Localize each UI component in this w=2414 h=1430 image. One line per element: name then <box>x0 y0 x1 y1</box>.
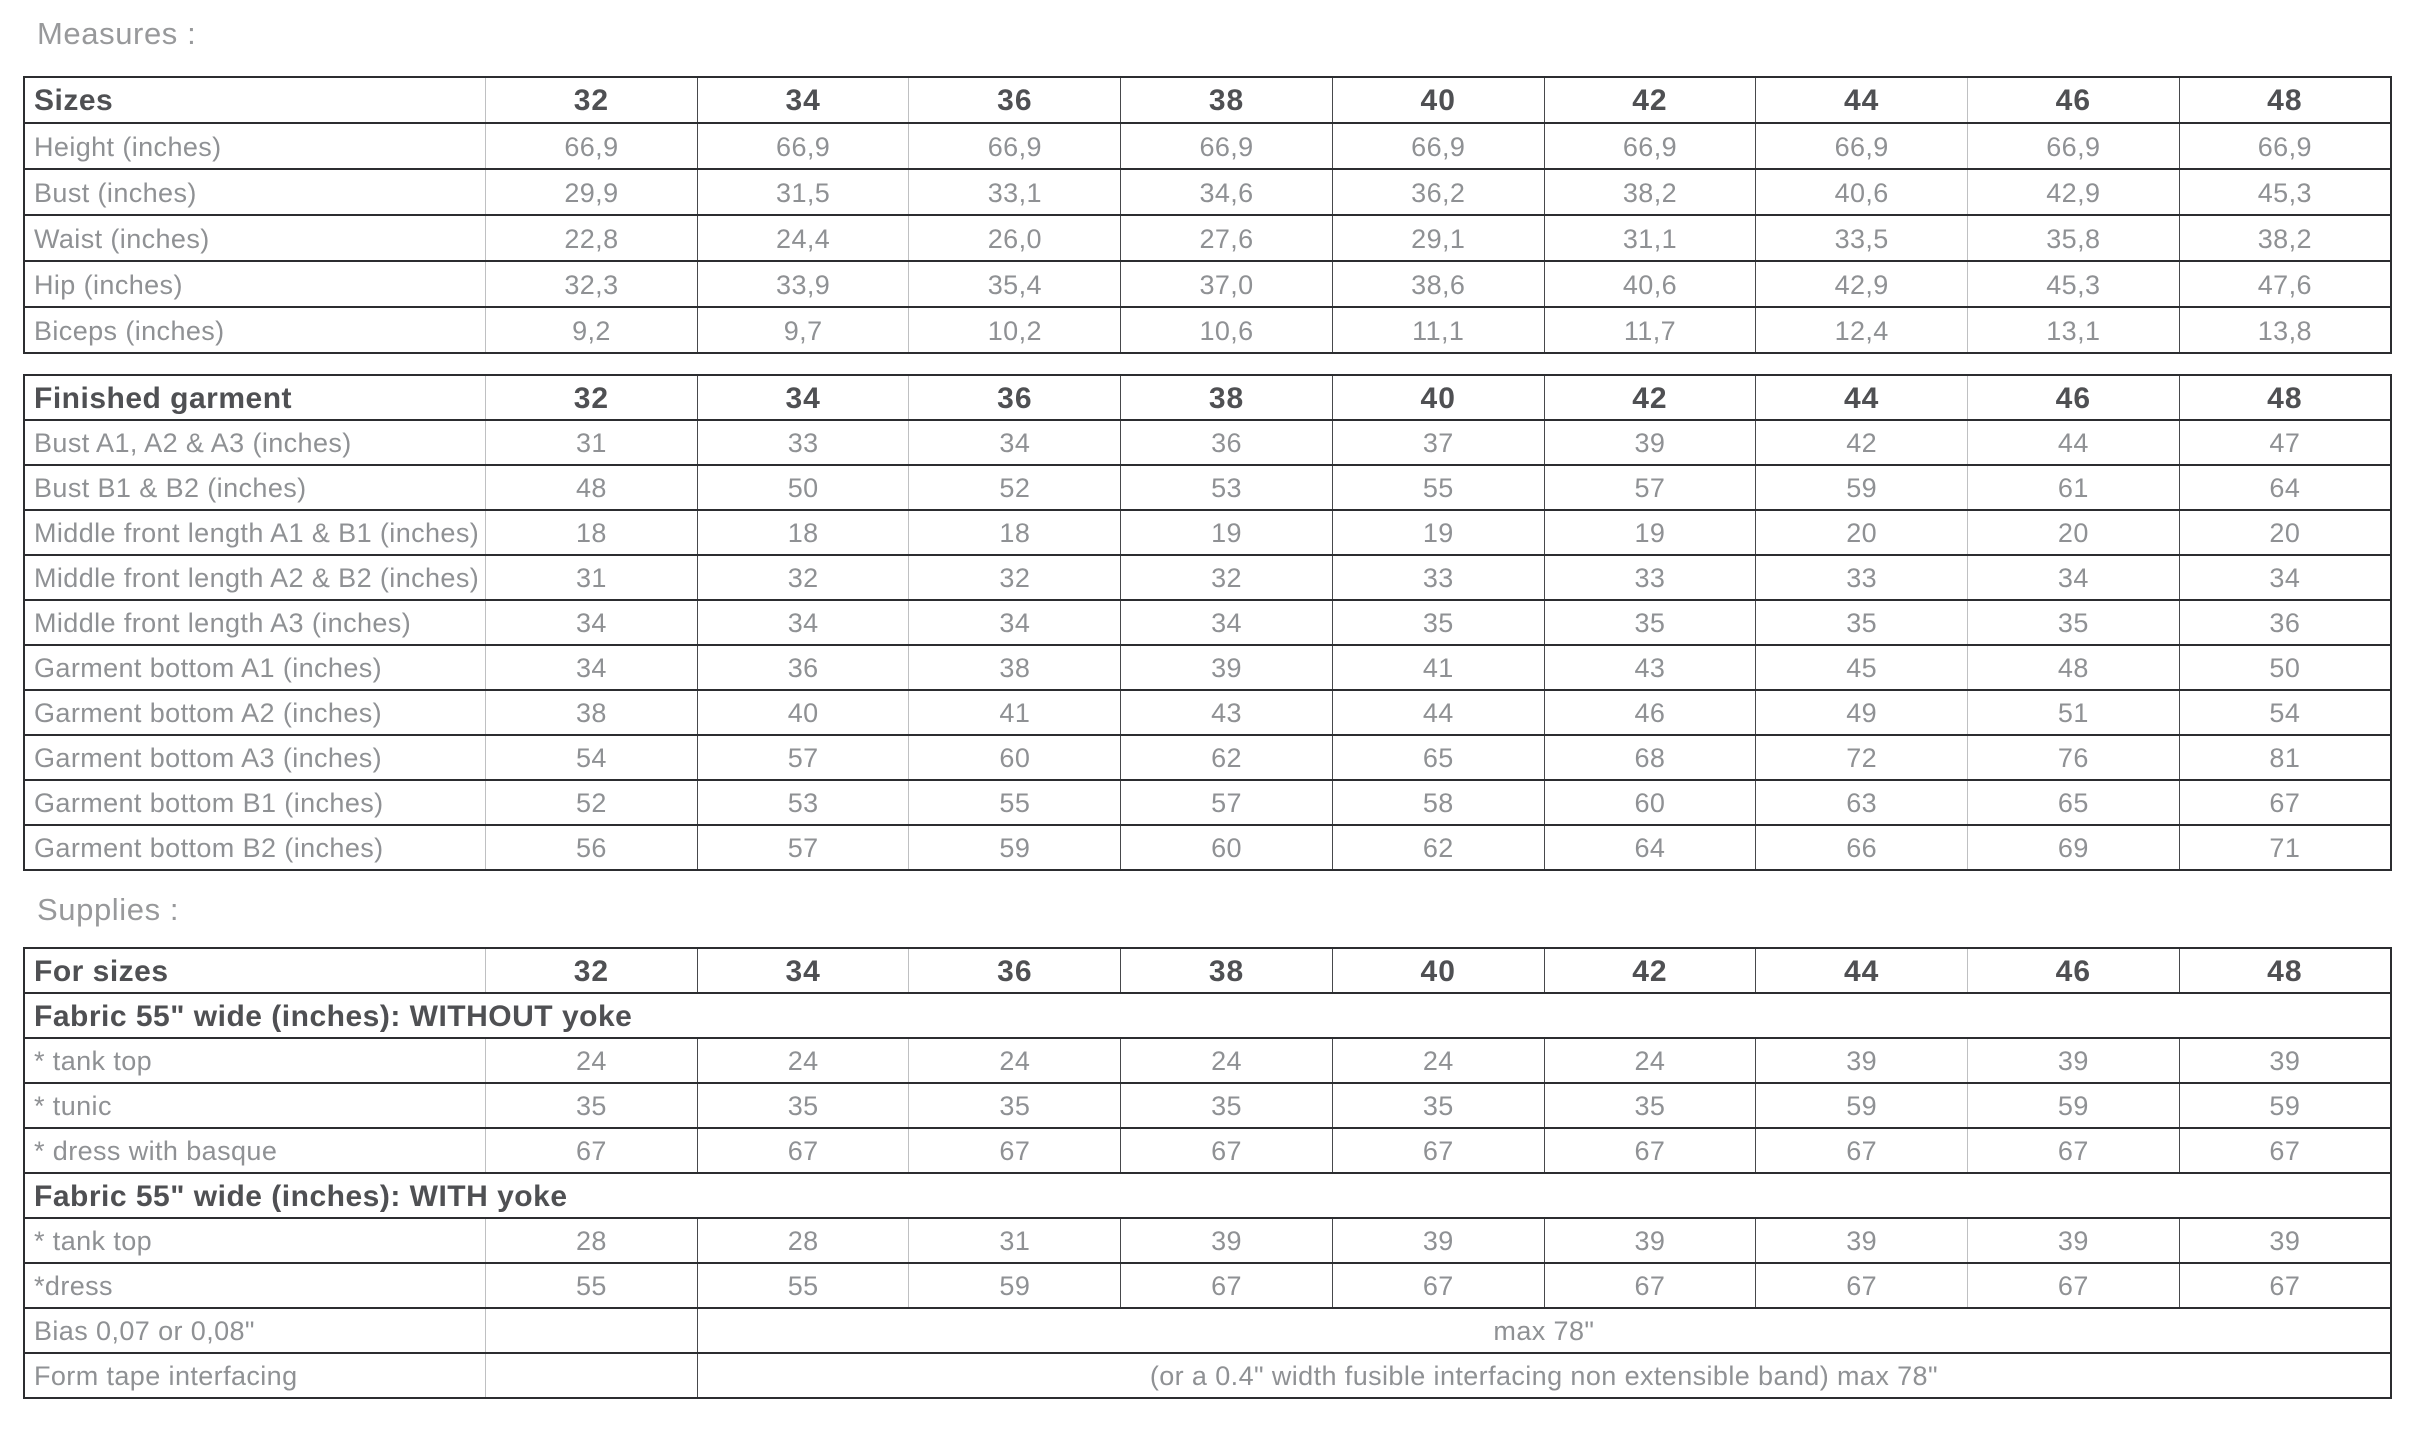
value-cell: 66,9 <box>486 123 698 169</box>
table-row <box>24 645 2391 690</box>
value-cell: 67 <box>486 1128 698 1173</box>
table-row <box>24 690 2391 735</box>
value-cell: 39 <box>2179 1218 2391 1263</box>
value-cell: 66,9 <box>1756 123 1968 169</box>
value-cell: 31 <box>486 555 698 600</box>
table-row <box>24 600 2391 645</box>
value-cell: 64 <box>1544 825 1756 870</box>
value-cell: 20 <box>2179 510 2391 555</box>
value-cell: 34 <box>1121 600 1333 645</box>
size-header-cell: 40 <box>1332 948 1544 993</box>
table-row <box>24 307 2391 353</box>
value-cell: 9,7 <box>697 307 909 353</box>
value-cell: 81 <box>2179 735 2391 780</box>
value-cell: 35 <box>909 1083 1121 1128</box>
value-cell: 36 <box>2179 600 2391 645</box>
value-cell: 67 <box>1756 1128 1968 1173</box>
row-label-cell: * tank top <box>24 1218 486 1263</box>
note-label-cell: Form tape interfacing <box>24 1353 486 1398</box>
value-cell: 9,2 <box>486 307 698 353</box>
table-row <box>24 1128 2391 1173</box>
empty-value-cell <box>486 1308 698 1353</box>
value-cell: 65 <box>1332 735 1544 780</box>
value-cell: 39 <box>1968 1038 2180 1083</box>
value-cell: 28 <box>697 1218 909 1263</box>
table-row <box>24 465 2391 510</box>
value-cell: 36,2 <box>1332 169 1544 215</box>
size-header-cell: 48 <box>2179 77 2391 123</box>
value-cell: 67 <box>1332 1128 1544 1173</box>
size-header-cell: 42 <box>1544 77 1756 123</box>
value-cell: 71 <box>2179 825 2391 870</box>
value-cell: 11,7 <box>1544 307 1756 353</box>
value-cell: 47 <box>2179 420 2391 465</box>
value-cell: 59 <box>909 1263 1121 1308</box>
row-label-cell: Middle front length A1 & B1 (inches) <box>24 510 486 555</box>
value-cell: 40,6 <box>1756 169 1968 215</box>
value-cell: 31 <box>486 420 698 465</box>
size-header-cell: 44 <box>1756 948 1968 993</box>
size-header-cell: 48 <box>2179 948 2391 993</box>
size-header-cell: 44 <box>1756 77 1968 123</box>
value-cell: 11,1 <box>1332 307 1544 353</box>
value-cell: 35 <box>1756 600 1968 645</box>
note-cell: max 78" <box>697 1308 2391 1353</box>
value-cell: 57 <box>697 735 909 780</box>
value-cell: 31,1 <box>1544 215 1756 261</box>
size-header-cell: 44 <box>1756 375 1968 420</box>
value-cell: 44 <box>1332 690 1544 735</box>
value-cell: 50 <box>697 465 909 510</box>
value-cell: 34 <box>486 600 698 645</box>
table-corner-label: Sizes <box>24 77 486 123</box>
row-label-cell: Garment bottom B2 (inches) <box>24 825 486 870</box>
value-cell: 35 <box>1968 600 2180 645</box>
row-label-cell: Height (inches) <box>24 123 486 169</box>
value-cell: 60 <box>1121 825 1333 870</box>
value-cell: 66,9 <box>2179 123 2391 169</box>
value-cell: 55 <box>1332 465 1544 510</box>
value-cell: 42,9 <box>1968 169 2180 215</box>
table-row <box>24 780 2391 825</box>
value-cell: 18 <box>909 510 1121 555</box>
size-header-cell: 46 <box>1968 77 2180 123</box>
size-header-cell: 34 <box>697 77 909 123</box>
finished-garment-table <box>23 374 2392 871</box>
value-cell: 59 <box>1756 1083 1968 1128</box>
value-cell: 38,2 <box>1544 169 1756 215</box>
value-cell: 35,8 <box>1968 215 2180 261</box>
value-cell: 13,1 <box>1968 307 2180 353</box>
row-label-cell: Bust (inches) <box>24 169 486 215</box>
value-cell: 37,0 <box>1121 261 1333 307</box>
value-cell: 68 <box>1544 735 1756 780</box>
table-row <box>24 735 2391 780</box>
value-cell: 57 <box>1544 465 1756 510</box>
value-cell: 34 <box>909 420 1121 465</box>
value-cell: 45,3 <box>2179 169 2391 215</box>
value-cell: 31,5 <box>697 169 909 215</box>
row-label-cell: * tunic <box>24 1083 486 1128</box>
note-row <box>24 1308 2391 1353</box>
size-header-cell: 36 <box>909 375 1121 420</box>
table-row <box>24 510 2391 555</box>
value-cell: 59 <box>2179 1083 2391 1128</box>
value-cell: 62 <box>1121 735 1333 780</box>
value-cell: 67 <box>2179 780 2391 825</box>
size-header-row <box>24 375 2391 420</box>
value-cell: 35 <box>697 1083 909 1128</box>
value-cell: 39 <box>1121 645 1333 690</box>
table-corner-label: For sizes <box>24 948 486 993</box>
row-label-cell: Middle front length A3 (inches) <box>24 600 486 645</box>
value-cell: 36 <box>1121 420 1333 465</box>
supplies-table <box>23 947 2392 1399</box>
value-cell: 39 <box>1756 1038 1968 1083</box>
value-cell: 32 <box>697 555 909 600</box>
value-cell: 42 <box>1756 420 1968 465</box>
size-header-cell: 32 <box>486 77 698 123</box>
value-cell: 57 <box>697 825 909 870</box>
table-row <box>24 1083 2391 1128</box>
value-cell: 34 <box>1968 555 2180 600</box>
value-cell: 64 <box>2179 465 2391 510</box>
value-cell: 41 <box>1332 645 1544 690</box>
value-cell: 55 <box>486 1263 698 1308</box>
note-row <box>24 1353 2391 1398</box>
value-cell: 41 <box>909 690 1121 735</box>
table-row <box>24 825 2391 870</box>
row-label-cell: * tank top <box>24 1038 486 1083</box>
value-cell: 29,1 <box>1332 215 1544 261</box>
value-cell: 59 <box>1756 465 1968 510</box>
size-header-cell: 38 <box>1121 948 1333 993</box>
table-row <box>24 215 2391 261</box>
value-cell: 38 <box>909 645 1121 690</box>
size-header-cell: 38 <box>1121 77 1333 123</box>
value-cell: 28 <box>486 1218 698 1263</box>
row-label-cell: Middle front length A2 & B2 (inches) <box>24 555 486 600</box>
value-cell: 33,9 <box>697 261 909 307</box>
table-row <box>24 123 2391 169</box>
value-cell: 57 <box>1121 780 1333 825</box>
measures-table <box>23 76 2392 354</box>
value-cell: 35 <box>1544 1083 1756 1128</box>
value-cell: 39 <box>1121 1218 1333 1263</box>
value-cell: 26,0 <box>909 215 1121 261</box>
value-cell: 67 <box>1121 1263 1333 1308</box>
value-cell: 60 <box>909 735 1121 780</box>
value-cell: 54 <box>2179 690 2391 735</box>
value-cell: 24 <box>909 1038 1121 1083</box>
row-label-cell: Hip (inches) <box>24 261 486 307</box>
value-cell: 33,5 <box>1756 215 1968 261</box>
row-label-cell: *dress <box>24 1263 486 1308</box>
value-cell: 67 <box>1756 1263 1968 1308</box>
value-cell: 67 <box>1968 1263 2180 1308</box>
value-cell: 45 <box>1756 645 1968 690</box>
table-row <box>24 169 2391 215</box>
value-cell: 32 <box>909 555 1121 600</box>
value-cell: 22,8 <box>486 215 698 261</box>
empty-value-cell <box>486 1353 698 1398</box>
value-cell: 35 <box>1332 600 1544 645</box>
value-cell: 66,9 <box>1121 123 1333 169</box>
value-cell: 37 <box>1332 420 1544 465</box>
value-cell: 67 <box>1121 1128 1333 1173</box>
table-row <box>24 1038 2391 1083</box>
value-cell: 66,9 <box>1332 123 1544 169</box>
table-row <box>24 1218 2391 1263</box>
value-cell: 10,6 <box>1121 307 1333 353</box>
value-cell: 24 <box>486 1038 698 1083</box>
table-row <box>24 420 2391 465</box>
value-cell: 67 <box>1968 1128 2180 1173</box>
size-header-cell: 46 <box>1968 375 2180 420</box>
value-cell: 61 <box>1968 465 2180 510</box>
value-cell: 63 <box>1756 780 1968 825</box>
supplies-title: Supplies : <box>37 892 180 927</box>
value-cell: 12,4 <box>1756 307 1968 353</box>
value-cell: 40,6 <box>1544 261 1756 307</box>
row-label-cell: Garment bottom A2 (inches) <box>24 690 486 735</box>
value-cell: 18 <box>697 510 909 555</box>
value-cell: 24 <box>1544 1038 1756 1083</box>
value-cell: 67 <box>1544 1263 1756 1308</box>
value-cell: 59 <box>1968 1083 2180 1128</box>
value-cell: 52 <box>909 465 1121 510</box>
value-cell: 39 <box>1968 1218 2180 1263</box>
value-cell: 55 <box>909 780 1121 825</box>
value-cell: 10,2 <box>909 307 1121 353</box>
value-cell: 48 <box>1968 645 2180 690</box>
value-cell: 65 <box>1968 780 2180 825</box>
value-cell: 35,4 <box>909 261 1121 307</box>
value-cell: 49 <box>1756 690 1968 735</box>
size-header-cell: 36 <box>909 948 1121 993</box>
size-header-row <box>24 77 2391 123</box>
size-header-cell: 40 <box>1332 375 1544 420</box>
value-cell: 67 <box>1332 1263 1544 1308</box>
value-cell: 43 <box>1121 690 1333 735</box>
value-cell: 67 <box>697 1128 909 1173</box>
size-header-cell: 42 <box>1544 375 1756 420</box>
row-label-cell: Garment bottom A3 (inches) <box>24 735 486 780</box>
value-cell: 56 <box>486 825 698 870</box>
value-cell: 34 <box>2179 555 2391 600</box>
value-cell: 38,2 <box>2179 215 2391 261</box>
value-cell: 44 <box>1968 420 2180 465</box>
size-header-cell: 36 <box>909 77 1121 123</box>
value-cell: 51 <box>1968 690 2180 735</box>
value-cell: 39 <box>1544 420 1756 465</box>
value-cell: 33 <box>1332 555 1544 600</box>
row-label-cell: Bust A1, A2 & A3 (inches) <box>24 420 486 465</box>
value-cell: 53 <box>697 780 909 825</box>
value-cell: 39 <box>1544 1218 1756 1263</box>
value-cell: 66 <box>1756 825 1968 870</box>
section-header-row <box>24 1173 2391 1218</box>
row-label-cell: Garment bottom A1 (inches) <box>24 645 486 690</box>
size-header-cell: 34 <box>697 375 909 420</box>
measures-title: Measures : <box>37 16 197 51</box>
row-label-cell: Waist (inches) <box>24 215 486 261</box>
value-cell: 32,3 <box>486 261 698 307</box>
table-row <box>24 261 2391 307</box>
value-cell: 34,6 <box>1121 169 1333 215</box>
value-cell: 42,9 <box>1756 261 1968 307</box>
size-header-cell: 46 <box>1968 948 2180 993</box>
value-cell: 38 <box>486 690 698 735</box>
value-cell: 34 <box>697 600 909 645</box>
value-cell: 60 <box>1544 780 1756 825</box>
size-header-cell: 48 <box>2179 375 2391 420</box>
table-row <box>24 1263 2391 1308</box>
value-cell: 66,9 <box>697 123 909 169</box>
size-header-row <box>24 948 2391 993</box>
fabric-section-header: Fabric 55" wide (inches): WITHOUT yoke <box>24 993 2391 1038</box>
section-header-row <box>24 993 2391 1038</box>
size-header-cell: 34 <box>697 948 909 993</box>
value-cell: 66,9 <box>909 123 1121 169</box>
value-cell: 72 <box>1756 735 1968 780</box>
value-cell: 62 <box>1332 825 1544 870</box>
value-cell: 18 <box>486 510 698 555</box>
value-cell: 29,9 <box>486 169 698 215</box>
value-cell: 55 <box>697 1263 909 1308</box>
value-cell: 24,4 <box>697 215 909 261</box>
value-cell: 47,6 <box>2179 261 2391 307</box>
value-cell: 40 <box>697 690 909 735</box>
row-label-cell: Biceps (inches) <box>24 307 486 353</box>
value-cell: 39 <box>1756 1218 1968 1263</box>
value-cell: 20 <box>1756 510 1968 555</box>
value-cell: 36 <box>697 645 909 690</box>
table-row <box>24 555 2391 600</box>
note-cell: (or a 0.4" width fusible interfacing non extensible band) max 78" <box>697 1353 2391 1398</box>
value-cell: 33 <box>697 420 909 465</box>
value-cell: 13,8 <box>2179 307 2391 353</box>
value-cell: 69 <box>1968 825 2180 870</box>
table-corner-label: Finished garment <box>24 375 486 420</box>
value-cell: 66,9 <box>1544 123 1756 169</box>
note-label-cell: Bias 0,07 or 0,08" <box>24 1308 486 1353</box>
value-cell: 27,6 <box>1121 215 1333 261</box>
value-cell: 34 <box>909 600 1121 645</box>
size-header-cell: 32 <box>486 375 698 420</box>
value-cell: 20 <box>1968 510 2180 555</box>
value-cell: 33,1 <box>909 169 1121 215</box>
value-cell: 43 <box>1544 645 1756 690</box>
value-cell: 35 <box>1121 1083 1333 1128</box>
value-cell: 39 <box>1332 1218 1544 1263</box>
value-cell: 19 <box>1121 510 1333 555</box>
row-label-cell: Garment bottom B1 (inches) <box>24 780 486 825</box>
value-cell: 24 <box>1121 1038 1333 1083</box>
value-cell: 39 <box>2179 1038 2391 1083</box>
value-cell: 35 <box>486 1083 698 1128</box>
value-cell: 35 <box>1332 1083 1544 1128</box>
value-cell: 32 <box>1121 555 1333 600</box>
value-cell: 67 <box>2179 1128 2391 1173</box>
size-header-cell: 38 <box>1121 375 1333 420</box>
fabric-section-header: Fabric 55" wide (inches): WITH yoke <box>24 1173 2391 1218</box>
value-cell: 54 <box>486 735 698 780</box>
value-cell: 53 <box>1121 465 1333 510</box>
size-header-cell: 32 <box>486 948 698 993</box>
value-cell: 19 <box>1332 510 1544 555</box>
row-label-cell: Bust B1 & B2 (inches) <box>24 465 486 510</box>
value-cell: 67 <box>2179 1263 2391 1308</box>
value-cell: 66,9 <box>1968 123 2180 169</box>
value-cell: 67 <box>1544 1128 1756 1173</box>
value-cell: 59 <box>909 825 1121 870</box>
value-cell: 24 <box>1332 1038 1544 1083</box>
value-cell: 35 <box>1544 600 1756 645</box>
value-cell: 31 <box>909 1218 1121 1263</box>
value-cell: 58 <box>1332 780 1544 825</box>
value-cell: 67 <box>909 1128 1121 1173</box>
size-header-cell: 40 <box>1332 77 1544 123</box>
value-cell: 38,6 <box>1332 261 1544 307</box>
value-cell: 33 <box>1544 555 1756 600</box>
value-cell: 52 <box>486 780 698 825</box>
value-cell: 19 <box>1544 510 1756 555</box>
value-cell: 50 <box>2179 645 2391 690</box>
value-cell: 45,3 <box>1968 261 2180 307</box>
value-cell: 48 <box>486 465 698 510</box>
value-cell: 46 <box>1544 690 1756 735</box>
size-header-cell: 42 <box>1544 948 1756 993</box>
value-cell: 76 <box>1968 735 2180 780</box>
value-cell: 34 <box>486 645 698 690</box>
value-cell: 33 <box>1756 555 1968 600</box>
row-label-cell: * dress with basque <box>24 1128 486 1173</box>
value-cell: 24 <box>697 1038 909 1083</box>
